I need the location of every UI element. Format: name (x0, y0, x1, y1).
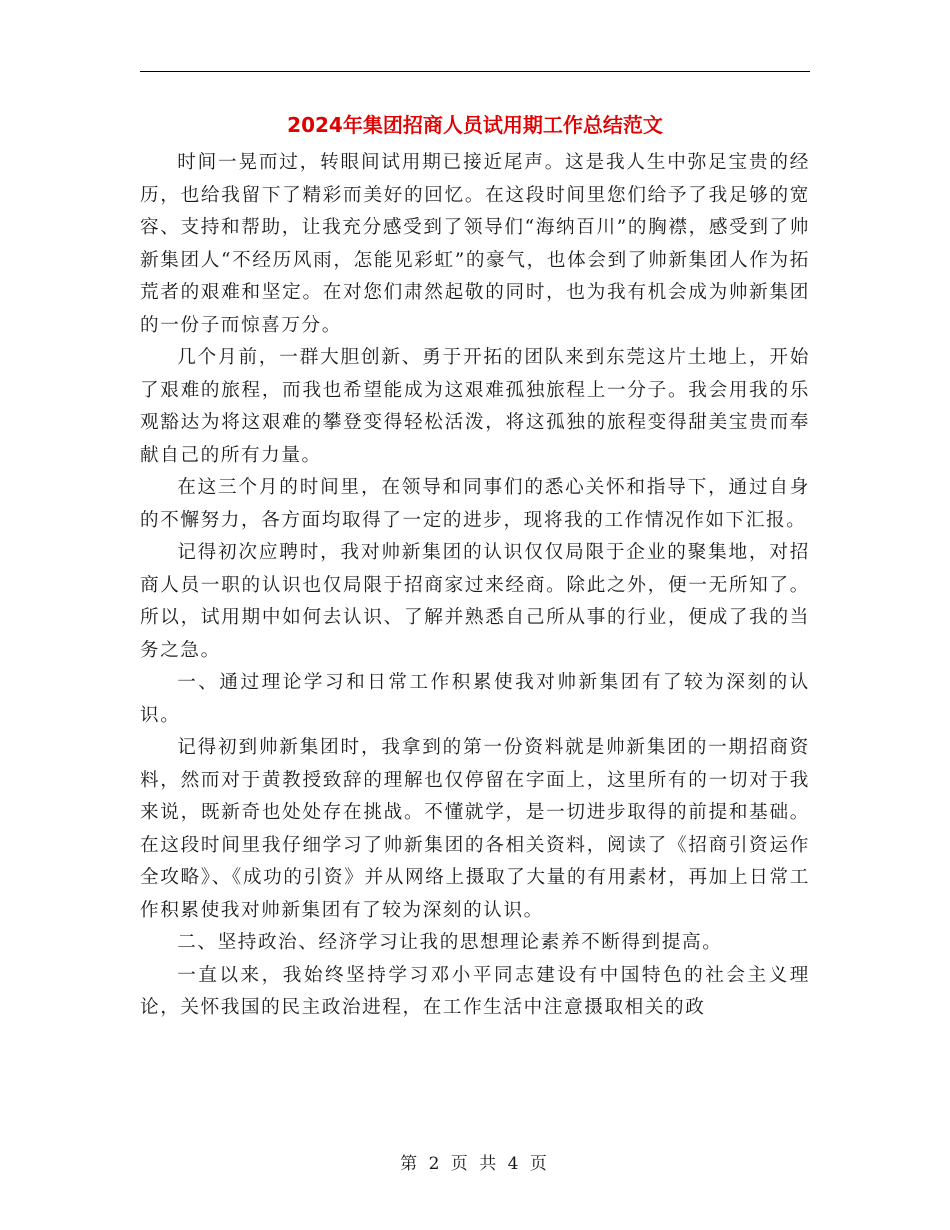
section-heading: 二、坚持政治、经济学习让我的思想理论素养不断得到提高。 (177, 932, 723, 953)
header-rule (140, 71, 810, 72)
paragraph: 记得初到帅新集团时，我拿到的第一份资料就是帅新集团的一期招商资料，然而对于黄教授致辞的理解也仅停留在字面上，这里所有的一切对于我来说，既新奇也处处存在挑战。不懂就学，是一切进步取得的前提和基础。在这段时间里我仔细学习了帅新集团的各相关资料，阅读了《招商引资运作全攻略》、《成功的引资》并从网络上摄取了大量的有用素材，再加上日常工作积累使我对帅新集团有了较为深刻的认识。 (140, 737, 810, 921)
document-body (140, 147, 810, 1025)
section-heading: 一、通过理论学习和日常工作积累使我对帅新集团有了较为深刻的认识。 (140, 672, 810, 726)
paragraph: 几个月前，一群大胆创新、勇于开拓的团队来到东莞这片土地上，开始了艰难的旅程，而我也希望能成为这艰难孤独旅程上一分子。我会用我的乐观豁达为将这艰难的攀登变得轻松活泼，将这孤独的旅程变得甜美宝贵而奉献自己的所有力量。 (140, 347, 810, 466)
document-title: 2024年集团招商人员试用期工作总结范文 (287, 113, 663, 137)
page-number-footer: 第 2 页 共 4 页 (400, 1154, 550, 1174)
paragraph: 一直以来，我始终坚持学习邓小平同志建设有中国特色的社会主义理论，关怀我国的民主政治进程，在工作生活中注意摄取相关的政 (140, 964, 810, 1018)
paragraph: 记得初次应聘时，我对帅新集团的认识仅仅局限于企业的聚集地，对招商人员一职的认识也仅局限于招商家过来经商。除此之外，便一无所知了。所以，试用期中如何去认识、了解并熟悉自己所从事的行业，便成了我的当务之急。 (140, 542, 810, 661)
paragraph: 时间一晃而过，转眼间试用期已接近尾声。这是我人生中弥足宝贵的经历，也给我留下了精彩而美好的回忆。在这段时间里您们给予了我足够的宽容、支持和帮助，让我充分感受到了领导们“海纳百川”的胸襟，感受到了帅新集团人“不经历风雨，怎能见彩虹”的豪气，也体会到了帅新集团人作为拓荒者的艰难和坚定。在对您们肃然起敬的同时，也为我有机会成为帅新集团的一份子而惊喜万分。 (140, 152, 810, 336)
paragraph: 在这三个月的时间里，在领导和同事们的悉心关怀和指导下，通过自身的不懈努力，各方面均取得了一定的进步，现将我的工作情况作如下汇报。 (140, 477, 810, 531)
